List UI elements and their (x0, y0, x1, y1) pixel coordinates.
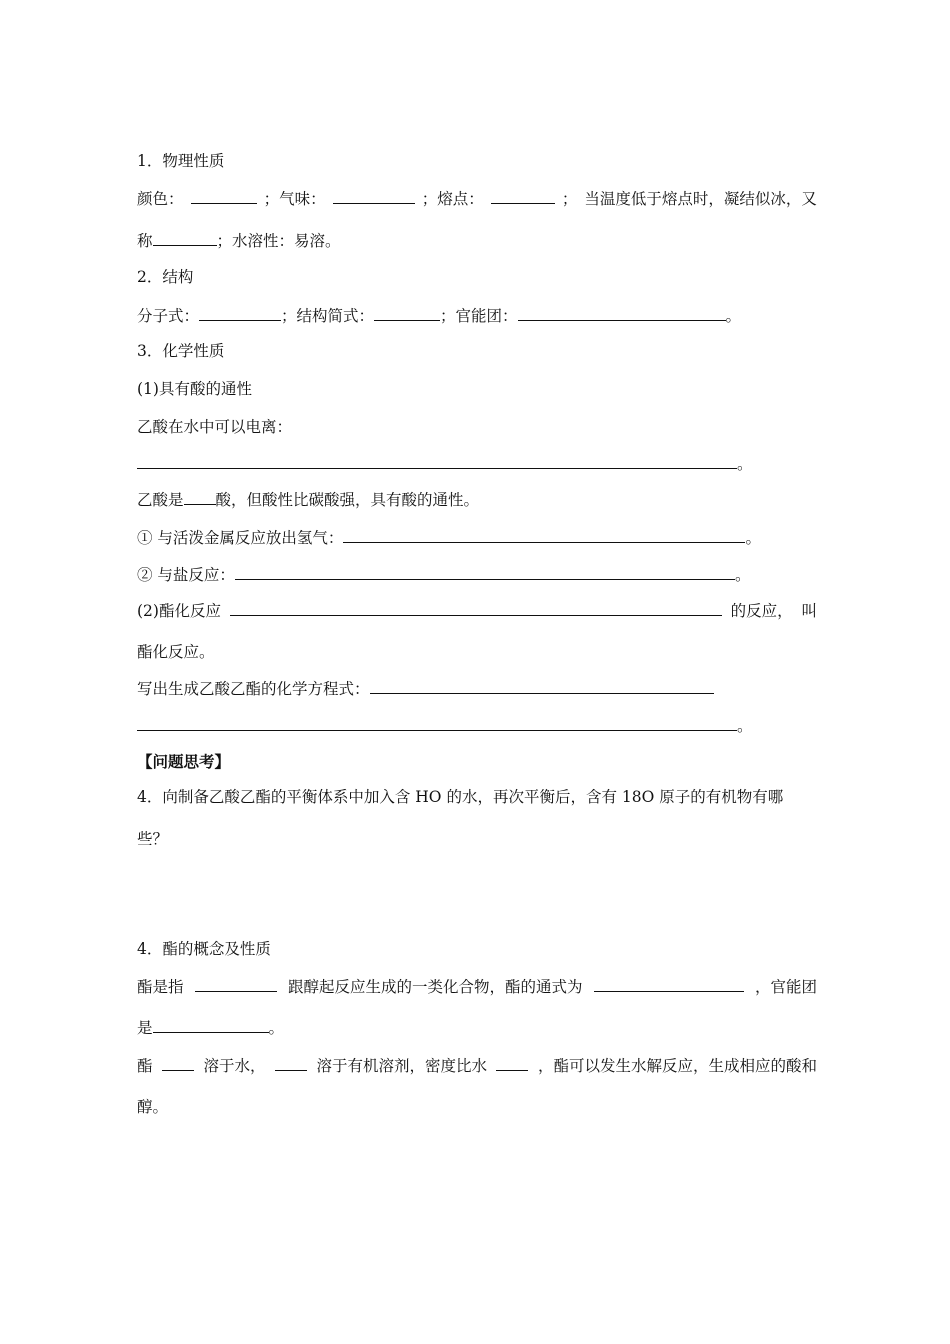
physical-properties-cont (137, 230, 817, 251)
ester-properties-cont: 醇。 (137, 1098, 169, 1116)
equation-blank-2[interactable] (137, 715, 737, 731)
period: 。 (737, 455, 753, 473)
ester-functional-group-blank[interactable] (153, 1017, 269, 1033)
water-solubility-blank[interactable] (162, 1055, 194, 1071)
period: 。 (745, 529, 761, 547)
name-blank[interactable] (153, 230, 217, 246)
acid-strength-a: 乙酸是 (137, 491, 184, 509)
period: 。 (725, 307, 742, 325)
metal-reaction-line (137, 527, 817, 548)
section-4-heading: 4．酯的概念及性质 (137, 940, 271, 958)
properties-c: 溶于有机溶剂，密度比水 (316, 1057, 487, 1075)
equation-prompt-line (137, 678, 817, 699)
color-label: 颜色： (137, 190, 184, 208)
metal-reaction-label: ① 与活泼金属反应放出氢气： (137, 529, 344, 547)
definition-a: 酯是指 (137, 978, 184, 996)
metal-reaction-blank[interactable] (343, 527, 745, 543)
section-3-heading: 3．化学性质 (137, 342, 225, 360)
esterification-cont: 酯化反应。 (137, 643, 215, 661)
acid-strength-blank[interactable] (184, 489, 216, 505)
name-label: 称 (137, 232, 153, 250)
equation-blank-1[interactable] (370, 678, 714, 694)
section-1-heading: 1．物理性质 (137, 152, 225, 170)
equation-answer-line (137, 715, 817, 736)
question-text-1: 4．向制备乙酸乙酯的平衡体系中加入含 HO 的水，再次平衡后，含有 18O 原子的有机物有哪 (137, 788, 784, 806)
salt-reaction-label: ② 与盐反应： (137, 566, 235, 584)
structure-line (137, 305, 817, 326)
separator: ； (561, 190, 578, 208)
esterification-line (137, 600, 817, 621)
acid-strength-line (137, 489, 817, 510)
ionization-answer-line (137, 453, 817, 474)
acid-properties-heading: (1)具有酸的通性 (137, 380, 252, 398)
ionization-label: 乙酸在水中可以电离： (137, 418, 293, 436)
organic-solubility-blank[interactable] (275, 1055, 307, 1071)
properties-d: ，酯可以发生水解反应，生成相应的酸和 (537, 1057, 817, 1075)
ester-definition-line (137, 976, 817, 997)
ionization-blank[interactable] (137, 453, 737, 469)
odor-blank[interactable] (333, 188, 415, 204)
functional-group-blank[interactable] (518, 305, 726, 321)
functional-group-a: 是 (137, 1019, 153, 1037)
esterification-label: (2)酯化反应 (137, 602, 221, 620)
melting-point-blank[interactable] (491, 188, 555, 204)
water-solubility: ；水溶性：易溶。 (216, 232, 341, 250)
physical-properties-line (137, 188, 817, 209)
esterification-tail-a: 的反应， (730, 602, 793, 620)
simple-formula-blank[interactable] (374, 305, 440, 321)
color-blank[interactable] (191, 188, 257, 204)
period: 。 (737, 717, 753, 735)
ester-properties-line (137, 1055, 817, 1076)
density-blank[interactable] (496, 1055, 528, 1071)
period: 。 (268, 1019, 285, 1037)
properties-a: 酯 (137, 1057, 153, 1075)
melting-point-label: ；熔点： (421, 190, 484, 208)
salt-reaction-line (137, 564, 817, 585)
question-line-2: 些？ (137, 830, 169, 848)
equation-label: 写出生成乙酸乙酯的化学方程式： (137, 680, 370, 698)
esterification-blank[interactable] (230, 600, 722, 616)
simple-formula-label: ；结构简式： (281, 307, 375, 325)
definition-c: ，官能团 (754, 978, 817, 996)
question-heading: 【问题思考】 (137, 752, 231, 771)
odor-label: ；气味： (263, 190, 326, 208)
definition-b: 跟醇起反应生成的一类化合物，酯的通式为 (287, 978, 583, 996)
section-2-heading: 2．结构 (137, 268, 194, 286)
period: 。 (734, 566, 751, 584)
properties-b: 溶于水， (203, 1057, 266, 1075)
acid-strength-b: 酸，但酸性比碳酸强，具有酸的通性。 (215, 491, 480, 509)
question-line-1 (137, 787, 817, 807)
general-formula-blank[interactable] (594, 976, 744, 992)
formula-blank[interactable] (199, 305, 281, 321)
esterification-tail-b: 叫 (801, 602, 817, 620)
functional-group-label: ；官能团： (440, 307, 518, 325)
salt-reaction-blank[interactable] (235, 564, 735, 580)
ice-text: 当温度低于熔点时，凝结似冰，又 (584, 190, 817, 208)
definition-blank-1[interactable] (195, 976, 277, 992)
formula-label: 分子式： (137, 307, 200, 325)
ester-functional-group-line (137, 1017, 817, 1038)
